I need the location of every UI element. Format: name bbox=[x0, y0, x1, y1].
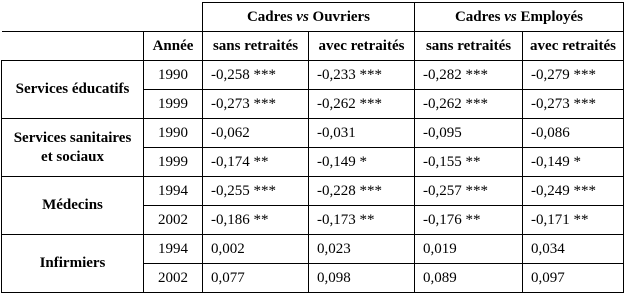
table-row bbox=[2, 61, 624, 90]
value-cell: -0,176 ** bbox=[415, 206, 523, 235]
row-group-label bbox=[2, 61, 144, 119]
value-cell: -0,258 *** bbox=[203, 61, 309, 90]
value-cell: -0,095 bbox=[415, 119, 523, 148]
value-cell: -0,171 ** bbox=[523, 206, 624, 235]
value-cell: -0,273 *** bbox=[203, 90, 309, 119]
value-cell: -0,031 bbox=[309, 119, 415, 148]
year-cell: 1994 bbox=[144, 177, 203, 206]
row-group-label-line: Services sanitaires bbox=[13, 129, 132, 146]
year-cell: 1999 bbox=[144, 148, 203, 177]
group-header-text: Cadres bbox=[454, 8, 505, 25]
value-cell: -0,228 *** bbox=[309, 177, 415, 206]
value-cell: 0,019 bbox=[415, 235, 523, 264]
value-cell: -0,282 *** bbox=[415, 61, 523, 90]
group-header-text: Employés bbox=[516, 8, 584, 25]
value-cell: -0,255 *** bbox=[203, 177, 309, 206]
value-cell: 0,002 bbox=[203, 235, 309, 264]
group-header-text: Ouvriers bbox=[308, 8, 371, 25]
value-cell: -0,062 bbox=[203, 119, 309, 148]
col-header-avec-retraites: avec retraités bbox=[523, 32, 624, 61]
header-row-groups bbox=[2, 3, 624, 32]
header-row-columns bbox=[2, 32, 624, 61]
row-group-label-line: et sociaux bbox=[41, 148, 104, 165]
group-header-text: Cadres bbox=[246, 8, 297, 25]
value-cell: -0,173 ** bbox=[309, 206, 415, 235]
row-group-label bbox=[2, 119, 144, 177]
value-cell: 0,023 bbox=[309, 235, 415, 264]
value-cell: 0,097 bbox=[523, 264, 624, 293]
value-cell: -0,257 *** bbox=[415, 177, 523, 206]
value-cell: 0,077 bbox=[203, 264, 309, 293]
value-cell: -0,149 * bbox=[309, 148, 415, 177]
group-header-cadres-employes bbox=[415, 3, 624, 32]
blank-corner bbox=[2, 3, 203, 32]
col-header-avec-retraites: avec retraités bbox=[309, 32, 415, 61]
year-cell: 1999 bbox=[144, 90, 203, 119]
year-cell: 2002 bbox=[144, 206, 203, 235]
year-cell: 1990 bbox=[144, 119, 203, 148]
year-header: Année bbox=[144, 32, 203, 61]
table-row bbox=[2, 119, 624, 148]
group-header-vs: vs bbox=[296, 8, 309, 25]
value-cell: -0,155 ** bbox=[415, 148, 523, 177]
group-header-vs: vs bbox=[504, 8, 517, 25]
year-cell: 1990 bbox=[144, 61, 203, 90]
value-cell: -0,262 *** bbox=[415, 90, 523, 119]
value-cell: -0,249 *** bbox=[523, 177, 624, 206]
value-cell: -0,086 bbox=[523, 119, 624, 148]
year-cell: 1994 bbox=[144, 235, 203, 264]
row-group-label-line: Services éducatifs bbox=[15, 81, 130, 97]
value-cell: -0,186 ** bbox=[203, 206, 309, 235]
row-group-label-line: Médecins bbox=[42, 197, 103, 213]
col-header-sans-retraites: sans retraités bbox=[203, 32, 309, 61]
value-cell: 0,089 bbox=[415, 264, 523, 293]
value-cell: -0,273 *** bbox=[523, 90, 624, 119]
value-cell: -0,174 ** bbox=[203, 148, 309, 177]
row-group-label bbox=[2, 177, 144, 235]
col-header-sans-retraites: sans retraités bbox=[415, 32, 523, 61]
table-body bbox=[2, 61, 624, 293]
group-header-cadres-ouvriers bbox=[203, 3, 415, 32]
table-row bbox=[2, 177, 624, 206]
table-row bbox=[2, 235, 624, 264]
row-group-label-line: Infirmiers bbox=[39, 255, 106, 271]
row-group-label bbox=[2, 235, 144, 293]
year-cell: 2002 bbox=[144, 264, 203, 293]
value-cell: -0,262 *** bbox=[309, 90, 415, 119]
results-table bbox=[1, 2, 624, 293]
value-cell: -0,279 *** bbox=[523, 61, 624, 90]
value-cell: -0,149 * bbox=[523, 148, 624, 177]
value-cell: 0,098 bbox=[309, 264, 415, 293]
value-cell: 0,034 bbox=[523, 235, 624, 264]
blank-cell bbox=[2, 32, 144, 61]
value-cell: -0,233 *** bbox=[309, 61, 415, 90]
